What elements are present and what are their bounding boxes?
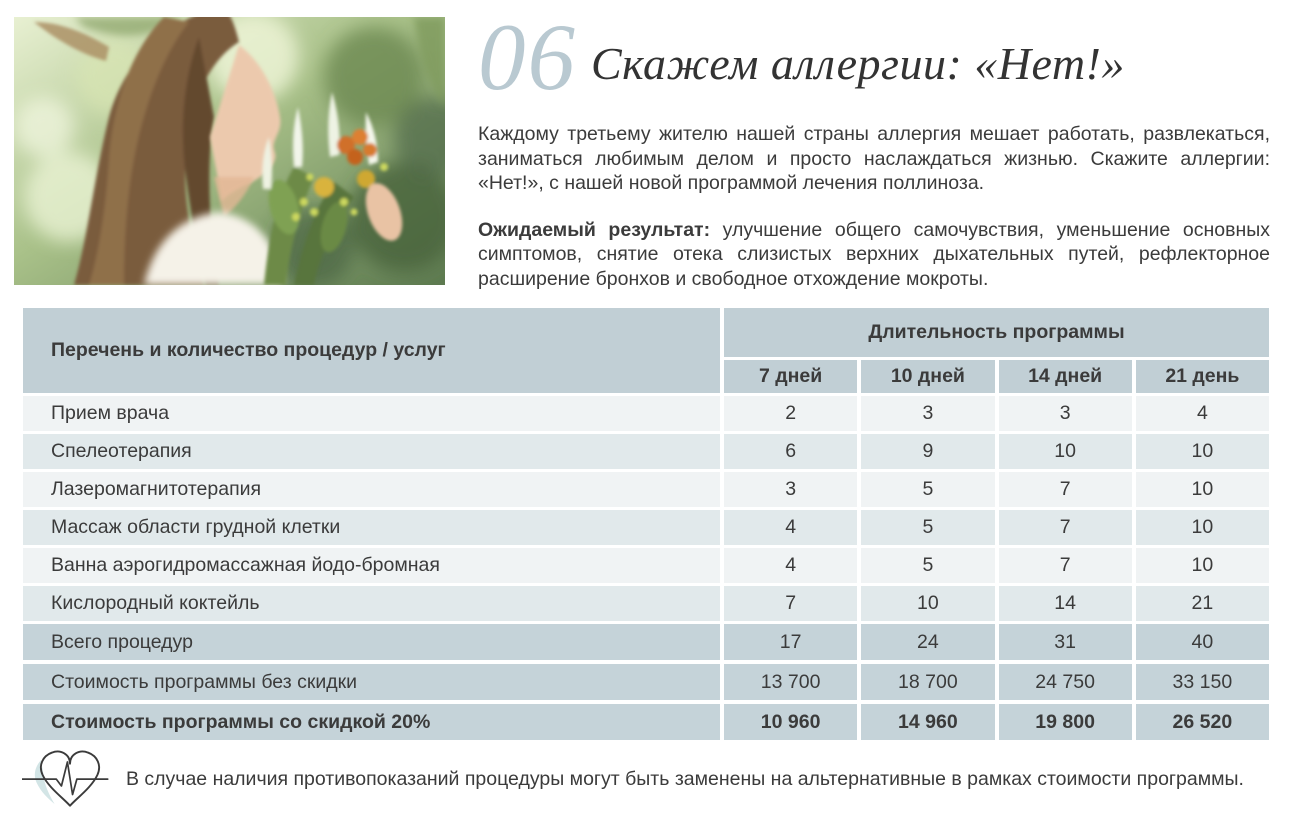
count-cell: 6 [724,434,857,469]
count-cell: 21 [1136,586,1269,621]
table-header [23,308,1269,393]
count-cell: 9 [861,434,994,469]
total-cell: 17 [724,624,857,660]
count-cell: 7 [999,548,1132,583]
total-cell: 31 [999,624,1132,660]
count-cell: 3 [861,396,994,431]
table-row [23,396,1269,431]
count-cell: 10 [861,586,994,621]
hero-text-column [478,4,1270,291]
service-name-cell: Спелеотерапия [23,434,720,469]
count-cell: 4 [1136,396,1269,431]
service-name-cell: Массаж области грудной клетки [23,510,720,545]
duration-header-21: 21 день [1136,360,1269,393]
duration-group-header: Длительность программы [724,308,1269,357]
duration-header-10: 10 дней [861,360,994,393]
count-cell: 14 [999,586,1132,621]
count-cell: 7 [999,510,1132,545]
expected-result-text: улучшение общего самочувствия, уменьшение основных симптомов, снятие отека слизистых верхних дыхательных путей, рефлекторное расширение бронхов и свободное отхождение мокроты. [478,218,1270,290]
count-cell: 4 [724,510,857,545]
price-row [23,664,1269,700]
service-name-cell: Лазеромагнитотерапия [23,472,720,507]
count-cell: 7 [724,586,857,621]
table-row [23,510,1269,545]
count-cell: 10 [1136,434,1269,469]
count-cell: 10 [1136,472,1269,507]
duration-header-7: 7 дней [724,360,857,393]
service-name-cell: Ванна аэрогидромассажная йодо-бромная [23,548,720,583]
table-row [23,548,1269,583]
price-cell: 33 150 [1136,664,1269,700]
table-body [23,396,1269,621]
duration-header-14: 14 дней [999,360,1132,393]
footnote [22,746,1272,814]
discounted-price-row [23,704,1269,740]
count-cell: 4 [724,548,857,583]
count-cell: 3 [999,396,1132,431]
count-cell: 7 [999,472,1132,507]
table-row [23,586,1269,621]
count-cell: 5 [861,472,994,507]
price-cell: 18 700 [861,664,994,700]
hero-photo [14,17,445,285]
count-cell: 3 [724,472,857,507]
table-row [23,434,1269,469]
page-number: 06 [478,4,577,110]
count-cell: 10 [1136,548,1269,583]
price-cell: 14 960 [861,704,994,740]
count-cell: 2 [724,396,857,431]
service-name-cell: Кислородный коктейль [23,586,720,621]
total-procedures-row [23,624,1269,660]
total-cell: 24 [861,624,994,660]
count-cell: 10 [999,434,1132,469]
procedures-table [23,308,1269,744]
table-row [23,472,1269,507]
summary-label-cell: Стоимость программы без скидки [23,664,720,700]
total-cell: 40 [1136,624,1269,660]
count-cell: 5 [861,548,994,583]
table-summary [23,624,1269,740]
footnote-text: В случае наличия противопоказаний процедуры могут быть заменены на альтернативные в рамках стоимости программы. [126,768,1244,791]
page-title: Скажем аллергии: «Нет!» [591,38,1125,89]
summary-label-cell: Всего процедур [23,624,720,660]
woman-smelling-flowers-illustration [14,17,445,285]
price-cell: 10 960 [724,704,857,740]
summary-label-cell: Стоимость программы со скидкой 20% [23,704,720,740]
count-cell: 5 [861,510,994,545]
expected-result-paragraph [478,218,1270,292]
service-name-cell: Прием врача [23,396,720,431]
price-cell: 24 750 [999,664,1132,700]
count-cell: 10 [1136,510,1269,545]
expected-result-label: Ожидаемый результат: [478,218,711,241]
price-cell: 26 520 [1136,704,1269,740]
page-heading [478,4,1270,110]
heart-ekg-icon [22,746,118,814]
services-column-header: Перечень и количество процедур / услуг [23,308,720,393]
price-cell: 19 800 [999,704,1132,740]
intro-paragraph: Каждому третьему жителю нашей страны аллергия мешает работать, развлекаться, заниматься любимым делом и просто наслаждаться жизнью. Скажите аллергии: «Нет!», с нашей новой программой лечения поллиноза. [478,123,1270,194]
price-cell: 13 700 [724,664,857,700]
